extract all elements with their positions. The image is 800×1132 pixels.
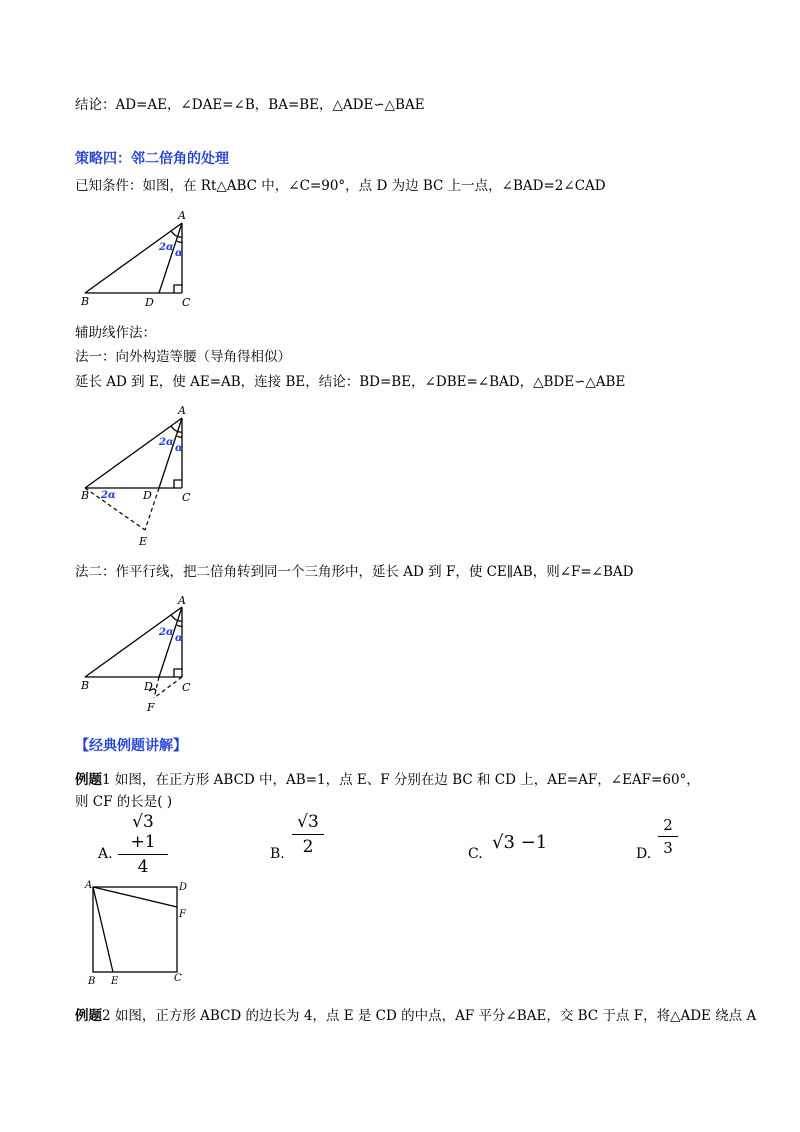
option-d-fraction[interactable] — [658, 816, 678, 857]
option-a-denominator: 4 — [137, 857, 149, 877]
label-B: B — [88, 976, 96, 987]
label-C: C — [182, 491, 191, 504]
figure-right-triangle — [75, 205, 215, 313]
option-d-label[interactable]: D. — [636, 846, 652, 862]
label-D: D — [143, 489, 152, 502]
label-F: F — [179, 909, 186, 920]
label-B: B — [81, 295, 90, 308]
label-E: E — [139, 535, 148, 548]
label-A: A — [85, 880, 93, 891]
label-F: F — [147, 701, 155, 714]
label-alpha: α — [175, 248, 183, 259]
ex2-label: 例题 — [75, 1008, 102, 1024]
label-D: D — [179, 882, 188, 893]
ex1-line1 — [75, 768, 700, 788]
label-D: D — [144, 680, 153, 693]
method1-title: 法一：向外构造等腰（导角得相似） — [75, 349, 291, 365]
label-C: C — [182, 296, 191, 309]
option-c-value[interactable]: √3 −1 — [492, 832, 548, 853]
label-2alpha-b: 2α — [101, 490, 116, 501]
option-a-fraction[interactable] — [118, 812, 168, 877]
label-B: B — [81, 679, 90, 692]
label-A: A — [178, 209, 186, 222]
ex1-text: 1 如图，在正方形 ABCD 中，AB=1，点 E、F 分别在边 BC 和 CD 上，AE=AF，∠EAF=60°， — [102, 772, 700, 788]
label-2alpha: 2α — [159, 437, 174, 448]
label-A: A — [178, 595, 186, 607]
ex1-line2: 则 CF 的长是( ) — [75, 794, 173, 810]
option-b-fraction[interactable] — [292, 812, 324, 857]
label-2alpha: 2α — [159, 242, 174, 253]
aux-title: 辅助线作法： — [75, 325, 156, 341]
option-b-label[interactable]: B. — [270, 846, 285, 862]
label-alpha: α — [175, 633, 183, 644]
option-b-numerator: √3 — [297, 812, 319, 832]
option-d-denominator: 3 — [663, 839, 673, 857]
option-c-label[interactable]: C. — [468, 846, 483, 862]
label-2alpha: 2α — [159, 627, 174, 638]
strategy4-title: 策略四：邻二倍角的处理 — [75, 151, 229, 167]
label-D: D — [145, 296, 154, 309]
label-C: C — [182, 681, 191, 694]
option-a-label[interactable]: A. — [98, 846, 113, 862]
label-E: E — [111, 976, 119, 987]
label-alpha: α — [175, 443, 183, 454]
ex1-label: 例题 — [75, 772, 102, 788]
ex2-line — [75, 1004, 756, 1024]
figure-method1 — [75, 400, 215, 550]
label-B: B — [81, 489, 90, 502]
label-C: C — [174, 973, 182, 984]
figure-method2 — [75, 595, 215, 720]
option-a-numerator: √3 +1 — [130, 812, 156, 852]
option-d-numerator: 2 — [663, 816, 673, 834]
method2-line: 法二：作平行线，把二倍角转到同一个三角形中，延长 AD 到 F，使 CE∥AB，则∠F=∠BAD — [75, 564, 634, 580]
ex2-text: 2 如图，正方形 ABCD 的边长为 4，点 E 是 CD 的中点，AF 平分∠BAE，交 BC 于点 F，将△ADE 绕点 A — [102, 1008, 757, 1024]
conclusion-line: 结论：AD=AE，∠DAE=∠B，BA=BE，△ADE∽△BAE — [75, 97, 425, 113]
method1-line: 延长 AD 到 E，使 AE=AB，连接 BE，结论：BD=BE，∠DBE=∠BAD，△BDE∽△ABE — [75, 374, 626, 390]
given-line: 已知条件：如图，在 Rt△ABC 中，∠C=90°，点 D 为边 BC 上一点，∠BAD=2∠CAD — [75, 178, 606, 194]
label-A: A — [178, 404, 186, 417]
section-title: 【经典例题讲解】 — [75, 738, 187, 754]
figure-square — [82, 875, 202, 990]
option-b-denominator: 2 — [302, 837, 314, 857]
